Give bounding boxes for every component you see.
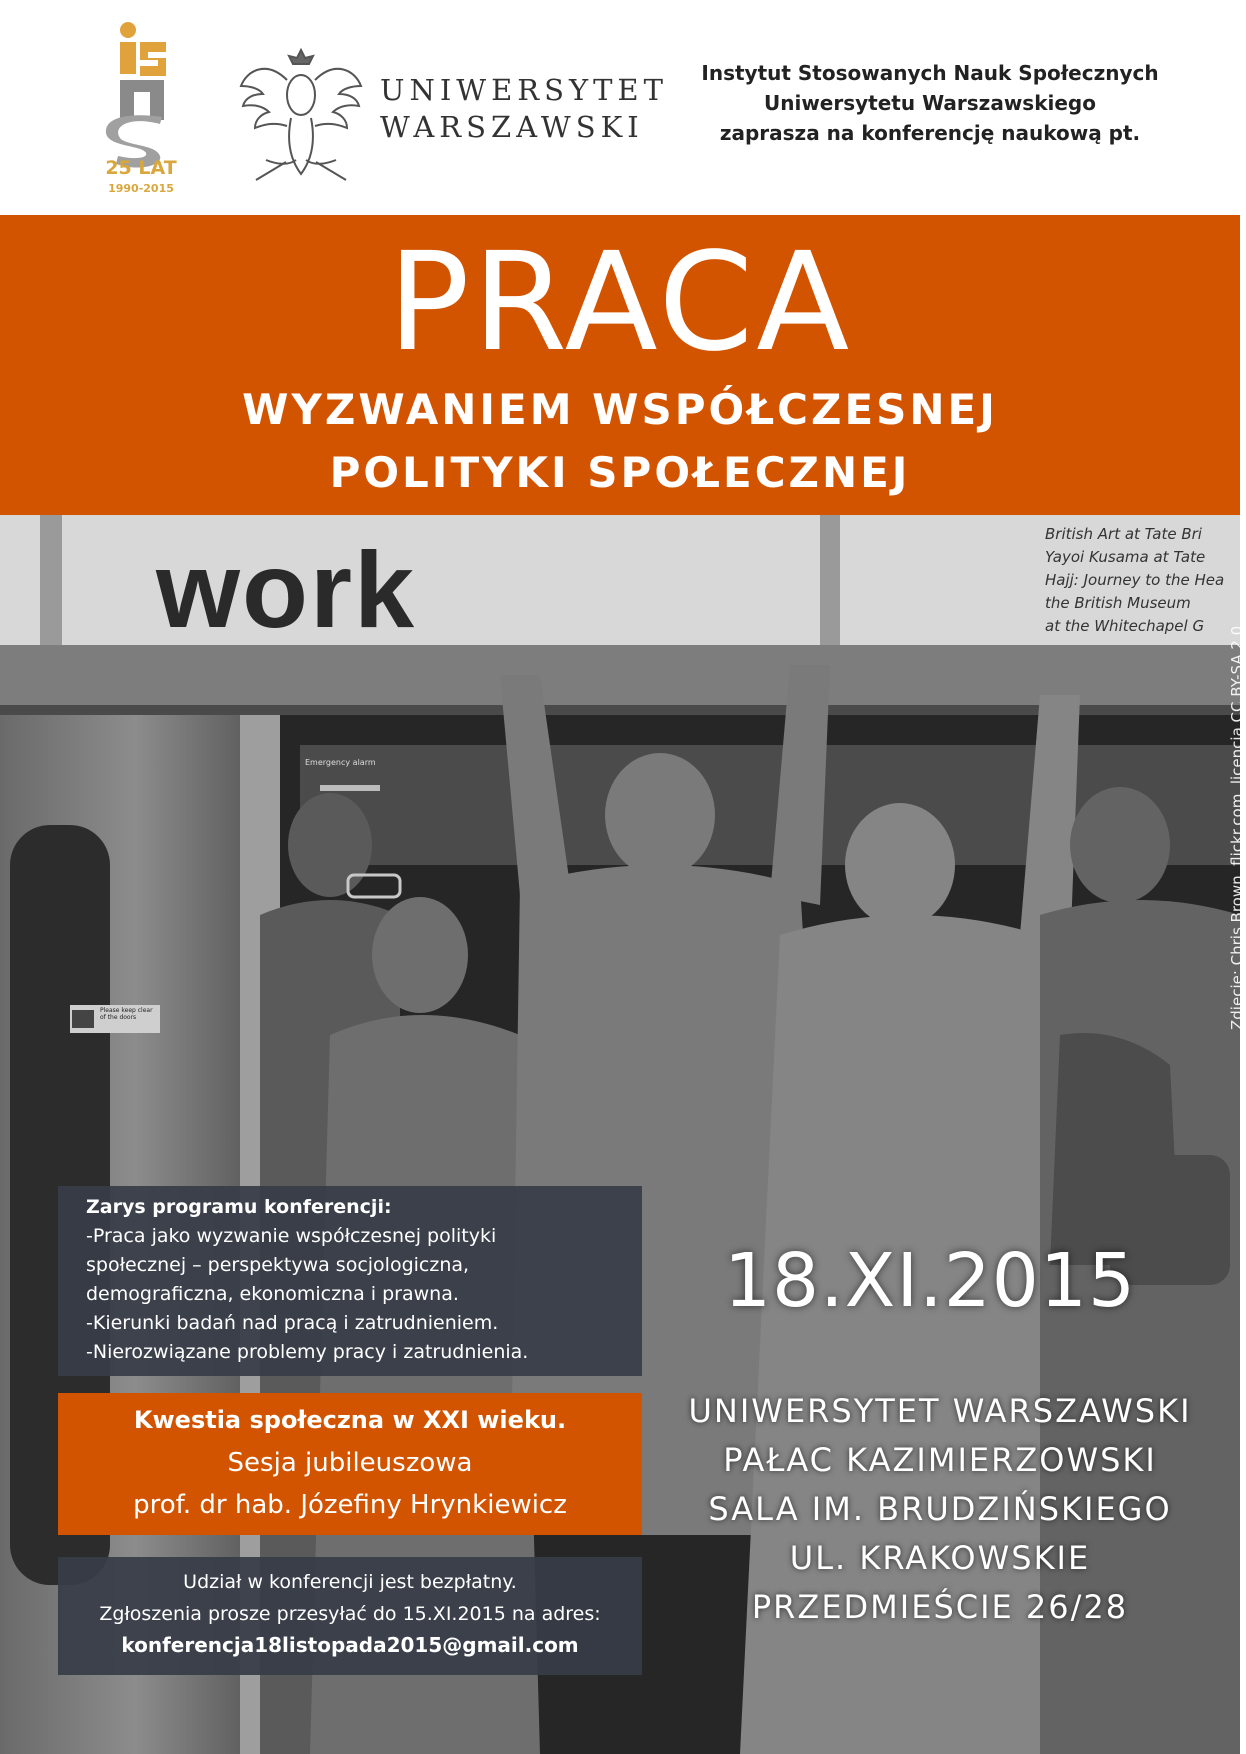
conference-subtitle-line1: WYZWANIEM WSPÓŁCZESNEJ: [242, 385, 998, 434]
venue-line: SALA IM. BRUDZIŃSKIEGO: [708, 1490, 1172, 1528]
program-title: Zarys programu konferencji:: [86, 1196, 392, 1218]
program-item: -Nierozwiązane problemy pracy i zatrudnienia.: [86, 1341, 529, 1363]
station-poster-text: [1045, 523, 1240, 638]
door-sign: Please keep clear of the doors: [100, 1007, 153, 1021]
photo-credit: Zdjęcie: Chris Brown, flickr.com, licencja CC BY-SA 2.0: [1228, 625, 1246, 1030]
university-name-line2: WARSZAWSKI: [380, 110, 644, 144]
invitation-line: Uniwersytetu Warszawskiego: [764, 91, 1096, 115]
invitation-text: [660, 58, 1200, 148]
conference-title: PRACA: [387, 224, 853, 382]
event-date: 18.XI.2015: [723, 1238, 1137, 1324]
registration-deadline: Zgłoszenia prosze przesyłać do 15.XI.2015 na adres:: [99, 1603, 601, 1625]
poster-line: British Art at Tate Bri: [1045, 525, 1202, 543]
venue-line: PAŁAC KAZIMIERZOWSKI: [723, 1441, 1157, 1479]
free-participation-note: Udział w konferencji jest bezpłatny.: [183, 1571, 517, 1593]
eagle-emblem-icon: [236, 40, 366, 190]
program-item: -Kierunki badań nad pracą i zatrudnieniem.: [86, 1312, 499, 1334]
poster-line: at the Whitechapel G: [1045, 617, 1205, 635]
venue-line: UNIWERSYTET WARSZAWSKI: [688, 1392, 1192, 1430]
jubilee-honoree: prof. dr hab. Józefiny Hrynkiewicz: [133, 1490, 567, 1520]
invitation-line: Instytut Stosowanych Nauk Społecznych: [701, 61, 1159, 85]
program-item: -Praca jako wyzwanie współczesnej polityki: [86, 1225, 497, 1247]
poster-line: the British Museum: [1045, 594, 1191, 612]
station-sign-word: work: [156, 529, 417, 650]
emergency-alarm-label: Emergency alarm: [305, 758, 376, 767]
venue-line: PRZEDMIEŚCIE 26/28: [751, 1588, 1129, 1626]
jubilee-subtitle: Sesja jubileuszowa: [227, 1448, 473, 1478]
conference-subtitle-line2: POLITYKI SPOŁECZNEJ: [329, 448, 911, 497]
program-item: społecznej – perspektywa socjologiczna,: [86, 1254, 470, 1276]
isns-years: 25 LAT: [105, 157, 177, 179]
venue-line: UL. KRAKOWSKIE: [789, 1539, 1091, 1577]
registration-email-link[interactable]: konferencja18listopada2015@gmail.com: [121, 1633, 579, 1657]
university-name-line1: UNIWERSYTET: [380, 73, 668, 107]
invitation-line: zaprasza na konferencję naukową pt.: [719, 121, 1141, 145]
program-item: demograficzna, ekonomiczna i prawna.: [86, 1283, 459, 1305]
university-name: [380, 72, 668, 146]
poster-line: Yayoi Kusama at Tate: [1045, 548, 1206, 566]
isns-year-range: 1990-2015: [108, 182, 174, 195]
poster-line: Hajj: Journey to the Hea: [1045, 571, 1225, 589]
jubilee-title: Kwestia społeczna w XXI wieku.: [133, 1406, 567, 1434]
